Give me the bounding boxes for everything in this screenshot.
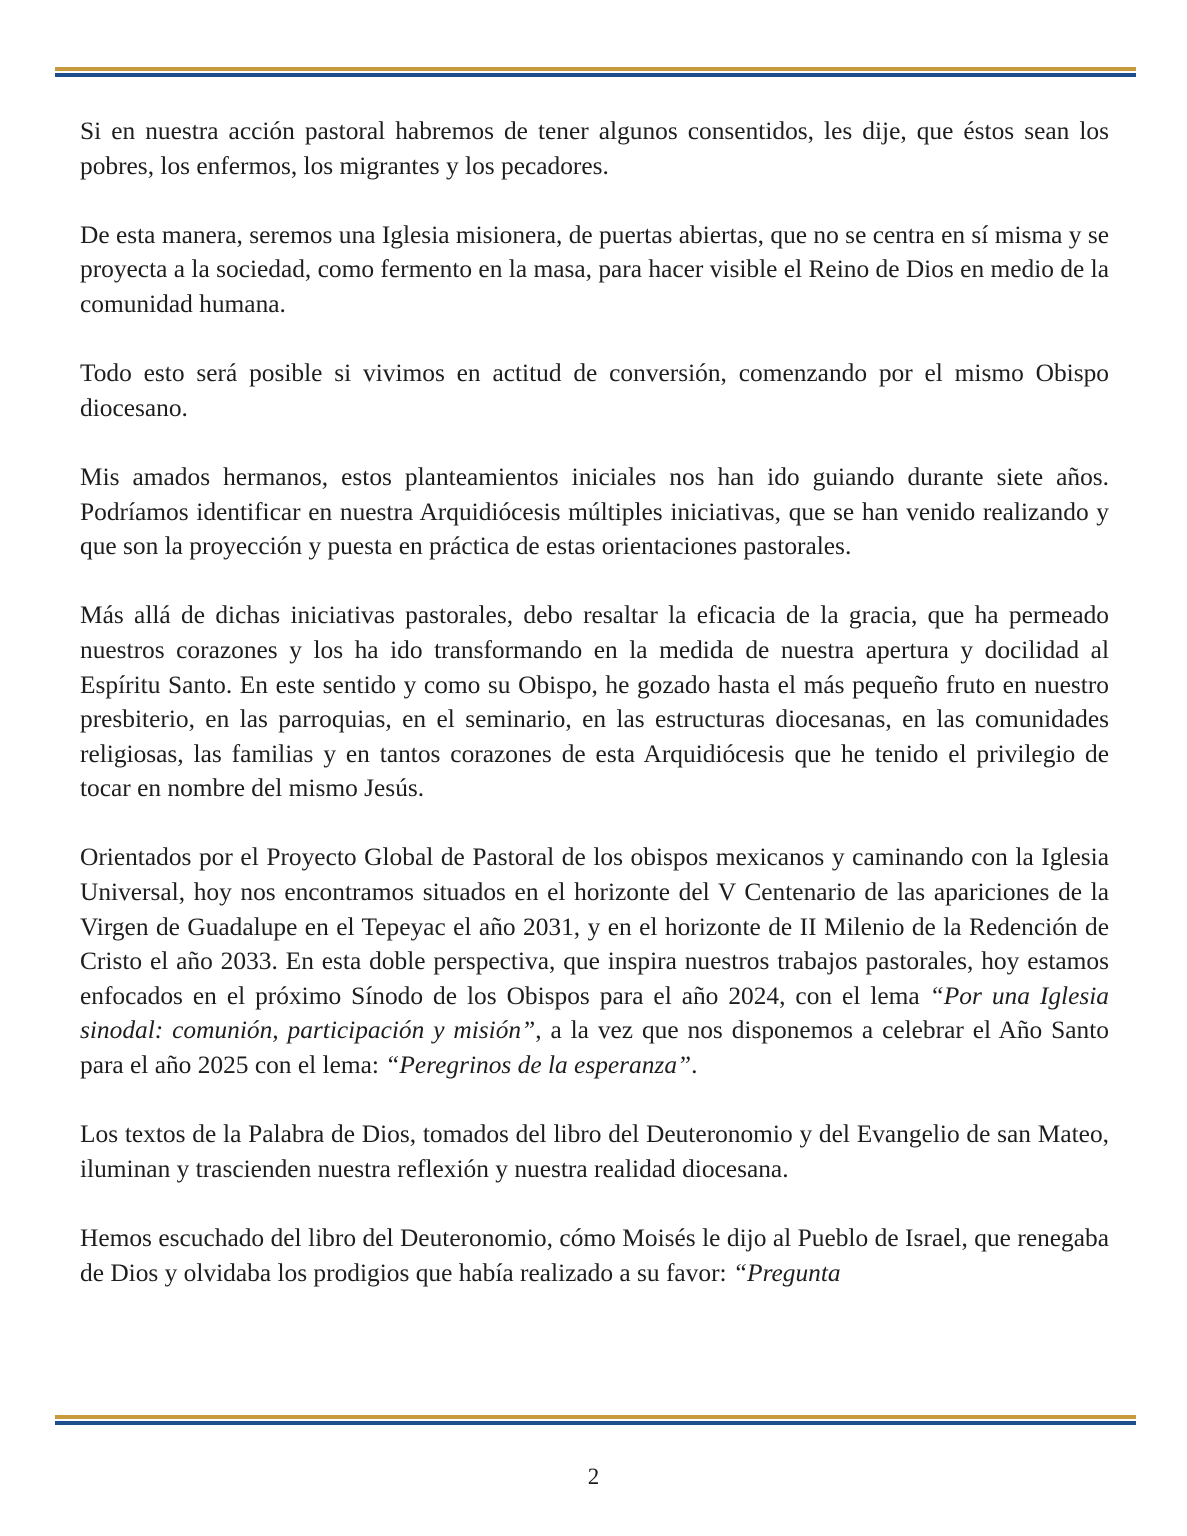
paragraph-text: . [691, 1051, 698, 1080]
paragraph [80, 840, 1109, 1082]
page-number: 2 [587, 1464, 600, 1489]
quoted-motto: “Peregrinos de la esperanza” [385, 1051, 692, 1080]
paragraph: Mis amados hermanos, estos planteamientos iniciales nos han ido guiando durante siete años. Podríamos identificar en nuestra Arquidiócesis múltiples iniciativas, que se han venido realizando y que son la proyección y puesta en práctica de estas orientaciones pastorales. [80, 462, 1109, 561]
quoted-text: “Pregunta [732, 1258, 841, 1287]
paragraph [80, 1221, 1109, 1290]
paragraph: De esta manera, seremos una Iglesia misionera, de puertas abiertas, que no se centra en sí misma y se proyecta a la sociedad, como fermento en la masa, para hacer visible el Reino de Dios en medio de la comunidad humana. [80, 220, 1109, 318]
paragraph-text: Hemos escuchado del libro del Deuteronomio, cómo Moisés le dijo al Pueblo de Israel, que renegaba de Dios y olvidaba los prodigios que había realizado a su favor: [80, 1224, 1109, 1287]
footer-rule [55, 1415, 1136, 1425]
paragraph-text: Orientados por el Proyecto Global de Pastoral de los obispos mexicanos y caminando con la Iglesia Universal, hoy nos encontramos situados en el horizonte del V Centenario de las apariciones de la Virgen de Guadalupe en el Tepeyac el año 2031, y en el horizonte de II Milenio de la Redención de Cristo el año 2033. En esta doble perspectiva, que inspira nuestros trabajos pastorales, hoy estamos enfocados en el próximo Sínodo de los Obispos para el año 2024, con el lema [80, 843, 1109, 1010]
header-rule [55, 67, 1136, 77]
quoted-motto: “Por una Iglesia sinodal: comunión, participación y misión” [80, 981, 1109, 1045]
document-body [80, 114, 1109, 1290]
paragraph: Todo esto será posible si vivimos en actitud de conversión, comenzando por el mismo Obispo diocesano. [80, 359, 1109, 422]
paragraph: Más allá de dichas iniciativas pastorales, debo resaltar la eficacia de la gracia, que ha permeado nuestros corazones y los ha ido transformando en la medida de nuestra apertura y docilidad al Espíritu Santo. En este sentido y como su Obispo, he gozado hasta el más pequeño fruto en nuestro presbiterio, en las parroquias, en el seminario, en las estructuras diocesanas, en las comunidades religiosas, las familias y en tantos corazones de esta Arquidiócesis que he tenido el privilegio de tocar en nombre del mismo Jesús. [80, 601, 1109, 803]
paragraph: Si en nuestra acción pastoral habremos de tener algunos consentidos, les dije, que éstos sean los pobres, los enfermos, los migrantes y los pecadores. [80, 117, 1109, 180]
paragraph: Los textos de la Palabra de Dios, tomados del libro del Deuteronomio y del Evangelio de san Mateo, iluminan y trascienden nuestra reflexión y nuestra realidad diocesana. [80, 1120, 1109, 1183]
paragraph-text: , a la vez que nos disponemos a celebrar el Año Santo para el año 2025 con el lema: [80, 1016, 1109, 1080]
